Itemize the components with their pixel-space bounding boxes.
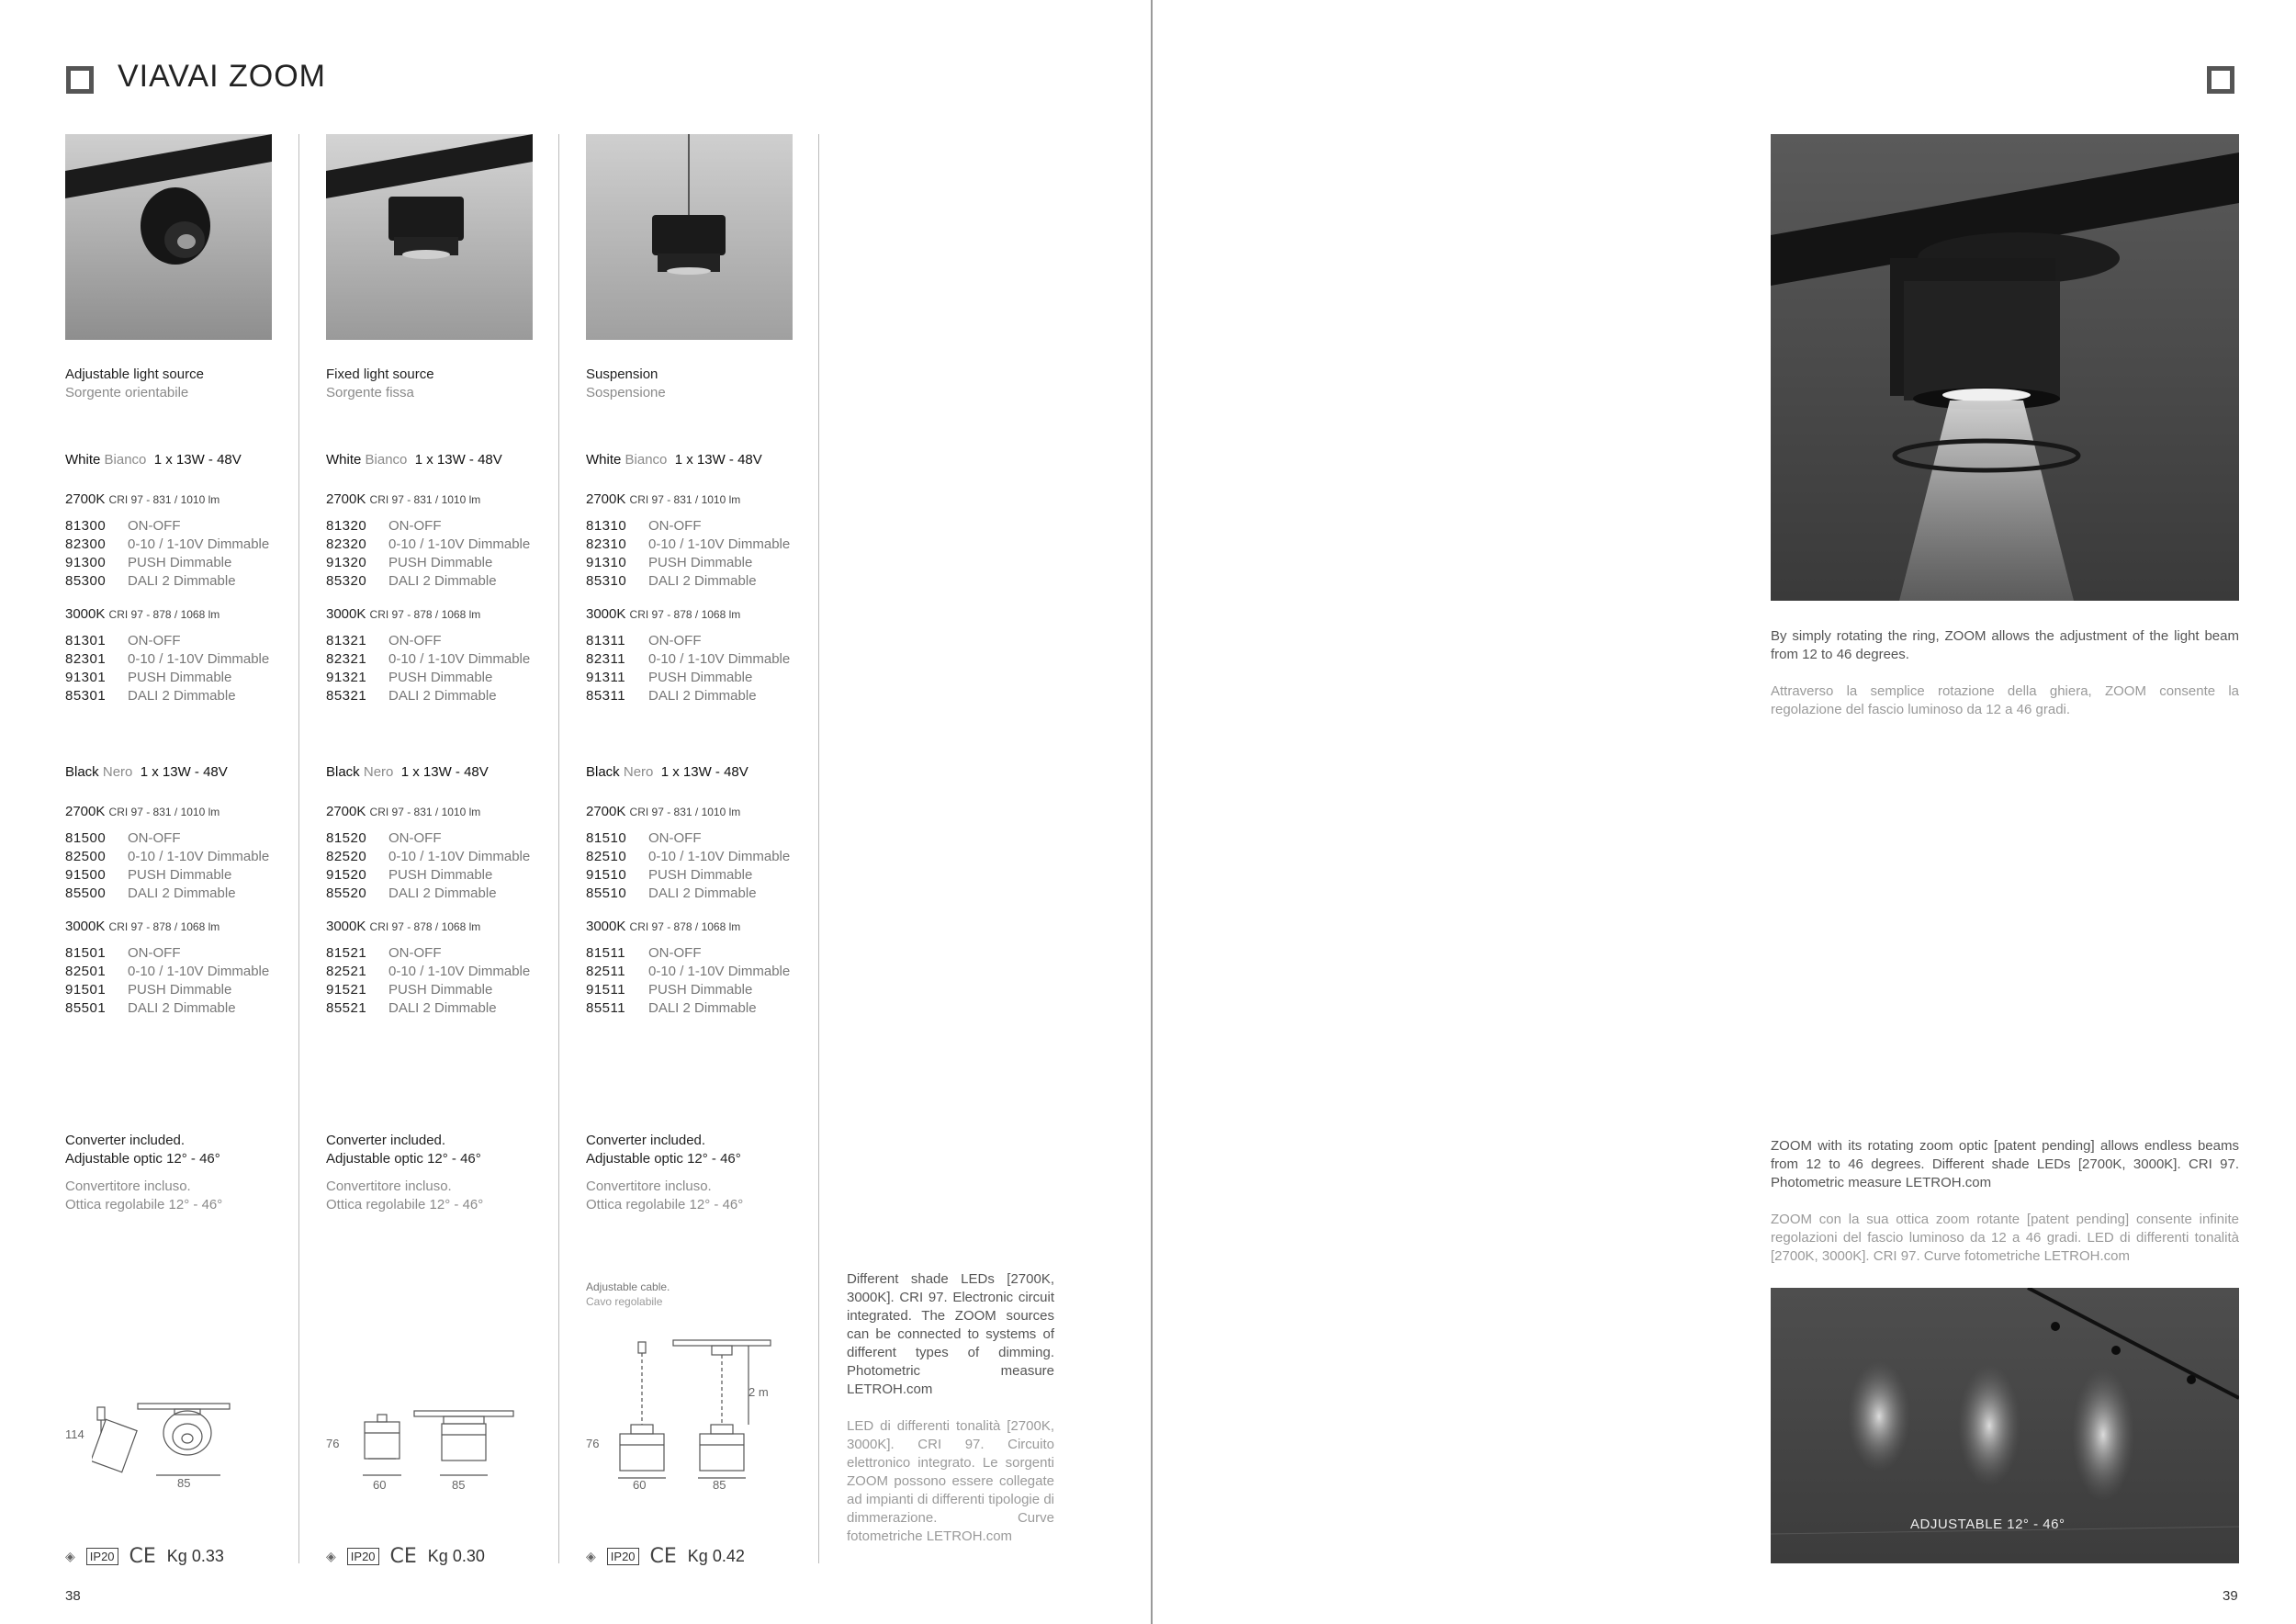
code-list (326, 829, 546, 903)
variant-heading: White Bianco 1 x 13W - 48V (586, 452, 762, 468)
code-row: 91501 PUSH Dimmable (65, 982, 232, 998)
variant-black-fixed (326, 763, 546, 1018)
product-photo-adjustable (65, 134, 272, 340)
code-row: 82321 0-10 / 1-10V Dimmable (326, 651, 531, 667)
code-row: 85521 DALI 2 Dimmable (326, 1000, 497, 1016)
code-row: 85311 DALI 2 Dimmable (586, 688, 757, 704)
page-spine (1151, 0, 1153, 1624)
code-list (586, 829, 806, 903)
code-row: 91520 PUSH Dimmable (326, 867, 493, 883)
dimension-label: 114 (65, 1427, 84, 1441)
code-list (65, 632, 286, 705)
code-row: 85321 DALI 2 Dimmable (326, 688, 497, 704)
side-note-it: LED di differenti tonalità [2700K, 3000K]. CRI 97. Circuito elettronico integrato. Le sorgenti ZOOM possono essere collegate ad impianti di differenti tipologie di dimmerazione. Curve fotometriche LETROH.com (847, 1418, 1054, 1544)
code-row: 91301 PUSH Dimmable (65, 670, 232, 685)
code-row: 81301 ON-OFF (65, 633, 181, 648)
dimension-label: 85 (177, 1476, 191, 1490)
product-name-it: Sospensione (586, 385, 666, 400)
converter-note-suspension (586, 1132, 806, 1214)
footer-specs-fixed (326, 1545, 485, 1568)
spec-3000: 3000K CRI 97 - 878 / 1068 lm (326, 919, 481, 934)
code-row: 82521 0-10 / 1-10V Dimmable (326, 964, 531, 979)
spec-2700: 2700K CRI 97 - 831 / 1010 lm (586, 804, 741, 819)
optic-en: Adjustable optic 12° - 46° (586, 1151, 741, 1167)
code-list (326, 517, 546, 591)
diamond-icon: ◈ (65, 1549, 75, 1563)
converter-en: Converter included. (326, 1133, 446, 1148)
product-name-it: Sorgente fissa (326, 385, 414, 400)
dimension-label: 60 (633, 1478, 647, 1492)
weight-label: Kg 0.42 (687, 1547, 745, 1565)
optic-en: Adjustable optic 12° - 46° (326, 1151, 481, 1167)
code-row: 85511 DALI 2 Dimmable (586, 1000, 757, 1016)
adjustable-badge: ADJUSTABLE 12° - 46° (1910, 1517, 2065, 1532)
spec-2700: 2700K CRI 97 - 831 / 1010 lm (586, 491, 741, 507)
code-row: 81321 ON-OFF (326, 633, 442, 648)
page-number-left: 38 (65, 1588, 81, 1604)
ce-mark-icon: CE (129, 1545, 156, 1568)
code-row: 81500 ON-OFF (65, 830, 181, 846)
footer-specs-suspension (586, 1545, 745, 1568)
code-list (586, 517, 806, 591)
code-row: 91311 PUSH Dimmable (586, 670, 753, 685)
side-note (847, 1270, 1054, 1546)
code-row: 82320 0-10 / 1-10V Dimmable (326, 536, 531, 552)
weight-label: Kg 0.30 (427, 1547, 485, 1565)
converter-note-adjustable (65, 1132, 286, 1214)
cable-note-it: Cavo regolabile (586, 1295, 663, 1308)
variant-heading: White Bianco 1 x 13W - 48V (326, 452, 502, 468)
dimension-label: 85 (452, 1478, 466, 1492)
code-row: 91500 PUSH Dimmable (65, 867, 232, 883)
spec-2700: 2700K CRI 97 - 831 / 1010 lm (65, 804, 220, 819)
code-row: 82510 0-10 / 1-10V Dimmable (586, 849, 791, 864)
product-name-it: Sorgente orientabile (65, 385, 189, 400)
code-row: 91521 PUSH Dimmable (326, 982, 493, 998)
code-row: 81520 ON-OFF (326, 830, 442, 846)
code-row: 91300 PUSH Dimmable (65, 555, 232, 570)
weight-label: Kg 0.33 (166, 1547, 224, 1565)
variant-heading: Black Nero 1 x 13W - 48V (65, 764, 228, 780)
code-row: 91511 PUSH Dimmable (586, 982, 753, 998)
header-square-icon (66, 66, 94, 94)
code-row: 81511 ON-OFF (586, 945, 702, 961)
dimension-label: 60 (373, 1478, 387, 1492)
variant-white-suspension (586, 451, 806, 705)
spec-3000: 3000K CRI 97 - 878 / 1068 lm (586, 606, 741, 622)
code-row: 85520 DALI 2 Dimmable (326, 885, 497, 901)
cable-note-en: Adjustable cable. (586, 1280, 670, 1293)
right-text-rotation (1771, 627, 2239, 719)
column-separator (818, 134, 819, 1563)
ip-rating-badge: IP20 (607, 1548, 639, 1565)
variant-white-fixed (326, 451, 546, 705)
code-row: 85501 DALI 2 Dimmable (65, 1000, 236, 1016)
converter-it: Convertitore incluso. (586, 1179, 712, 1194)
right-text-optic (1771, 1137, 2239, 1266)
right-text-optic-en: ZOOM with its rotating zoom optic [patent pending] allows endless beams from 12 to 46 degrees. Different shade LEDs [2700K, 3000K]. CRI 97. Photometric measure LETROH.com (1771, 1138, 2239, 1190)
page-title: VIAVAI ZOOM (118, 59, 326, 94)
diamond-icon: ◈ (326, 1549, 336, 1563)
code-row: 81320 ON-OFF (326, 518, 442, 534)
code-row: 81521 ON-OFF (326, 945, 442, 961)
code-list (326, 632, 546, 705)
optic-en: Adjustable optic 12° - 46° (65, 1151, 220, 1167)
code-row: 82300 0-10 / 1-10V Dimmable (65, 536, 270, 552)
right-square-icon (2207, 66, 2234, 94)
code-list (586, 944, 806, 1018)
converter-en: Converter included. (586, 1133, 706, 1148)
variant-black-adjustable (65, 763, 286, 1018)
right-text-rotation-it: Attraverso la semplice rotazione della ghiera, ZOOM consente la regolazione del fascio luminoso da 12 a 46 gradi. (1771, 683, 2239, 717)
product-photo-suspension (586, 134, 793, 340)
code-row: 91320 PUSH Dimmable (326, 555, 493, 570)
page-number-right: 39 (2223, 1588, 2238, 1604)
code-list (65, 944, 286, 1018)
code-row: 85510 DALI 2 Dimmable (586, 885, 757, 901)
product-column-suspension (586, 366, 806, 402)
dimension-label: 76 (586, 1437, 600, 1450)
optic-it: Ottica regolabile 12° - 46° (586, 1197, 744, 1212)
optic-it: Ottica regolabile 12° - 46° (65, 1197, 223, 1212)
right-text-rotation-en: By simply rotating the ring, ZOOM allows the adjustment of the light beam from 12 to 46 degrees. (1771, 628, 2239, 662)
product-name-en: Adjustable light source (65, 367, 204, 382)
code-row: 81510 ON-OFF (586, 830, 702, 846)
code-row: 81310 ON-OFF (586, 518, 702, 534)
code-row: 85300 DALI 2 Dimmable (65, 573, 236, 589)
cable-note (586, 1280, 670, 1309)
code-row: 82311 0-10 / 1-10V Dimmable (586, 651, 791, 667)
product-name-en: Suspension (586, 367, 658, 382)
right-text-optic-it: ZOOM con la sua ottica zoom rotante [patent pending] consente infinite regolazioni del fascio luminoso da 12 a 46 gradi. LED di differenti tonalità [2700K, 3000K]. CRI 97. Curve fotometriche LETROH.com (1771, 1212, 2239, 1264)
spec-3000: 3000K CRI 97 - 878 / 1068 lm (586, 919, 741, 934)
dimension-label: 2 m (748, 1385, 769, 1399)
code-row: 82511 0-10 / 1-10V Dimmable (586, 964, 791, 979)
product-name-en: Fixed light source (326, 367, 434, 382)
code-list (65, 829, 286, 903)
drawing-suspension (611, 1336, 776, 1493)
variant-heading: White Bianco 1 x 13W - 48V (65, 452, 242, 468)
product-photo-fixed (326, 134, 533, 340)
ip-rating-badge: IP20 (86, 1548, 118, 1565)
code-row: 85320 DALI 2 Dimmable (326, 573, 497, 589)
product-column-fixed (326, 366, 546, 402)
diamond-icon: ◈ (586, 1549, 596, 1563)
converter-it: Convertitore incluso. (65, 1179, 191, 1194)
code-list (586, 632, 806, 705)
code-row: 81501 ON-OFF (65, 945, 181, 961)
code-list (65, 517, 286, 591)
code-row: 85310 DALI 2 Dimmable (586, 573, 757, 589)
variant-heading: Black Nero 1 x 13W - 48V (586, 764, 748, 780)
code-list (326, 944, 546, 1018)
hero-photo-zoom (1771, 134, 2239, 601)
variant-heading: Black Nero 1 x 13W - 48V (326, 764, 489, 780)
code-row: 91321 PUSH Dimmable (326, 670, 493, 685)
spec-2700: 2700K CRI 97 - 831 / 1010 lm (65, 491, 220, 507)
code-row: 85301 DALI 2 Dimmable (65, 688, 236, 704)
code-row: 82500 0-10 / 1-10V Dimmable (65, 849, 270, 864)
column-separator (558, 134, 559, 1563)
code-row: 81311 ON-OFF (586, 633, 702, 648)
converter-en: Converter included. (65, 1133, 186, 1148)
product-column-adjustable (65, 366, 286, 402)
dimension-label: 85 (713, 1478, 726, 1492)
code-row: 91310 PUSH Dimmable (586, 555, 753, 570)
variant-black-suspension (586, 763, 806, 1018)
spec-2700: 2700K CRI 97 - 831 / 1010 lm (326, 491, 481, 507)
code-row: 85500 DALI 2 Dimmable (65, 885, 236, 901)
code-row: 81300 ON-OFF (65, 518, 181, 534)
code-row: 82520 0-10 / 1-10V Dimmable (326, 849, 531, 864)
code-row: 82310 0-10 / 1-10V Dimmable (586, 536, 791, 552)
optic-it: Ottica regolabile 12° - 46° (326, 1197, 484, 1212)
variant-white-adjustable (65, 451, 286, 705)
ce-mark-icon: CE (389, 1545, 417, 1568)
spec-3000: 3000K CRI 97 - 878 / 1068 lm (65, 606, 220, 622)
spec-3000: 3000K CRI 97 - 878 / 1068 lm (65, 919, 220, 934)
drawing-adjustable (92, 1396, 248, 1497)
column-separator (298, 134, 299, 1563)
code-row: 82301 0-10 / 1-10V Dimmable (65, 651, 270, 667)
ce-mark-icon: CE (649, 1545, 677, 1568)
dimension-label: 76 (326, 1437, 340, 1450)
footer-specs-adjustable (65, 1545, 224, 1568)
spec-3000: 3000K CRI 97 - 878 / 1068 lm (326, 606, 481, 622)
spec-2700: 2700K CRI 97 - 831 / 1010 lm (326, 804, 481, 819)
code-row: 91510 PUSH Dimmable (586, 867, 753, 883)
converter-it: Convertitore incluso. (326, 1179, 452, 1194)
ip-rating-badge: IP20 (347, 1548, 379, 1565)
converter-note-fixed (326, 1132, 546, 1214)
code-row: 82501 0-10 / 1-10V Dimmable (65, 964, 270, 979)
side-note-en: Different shade LEDs [2700K, 3000K]. CRI 97. Electronic circuit integrated. The ZOOM sources can be connected to systems of different types of dimming. Photometric measure LETROH.com (847, 1271, 1054, 1397)
